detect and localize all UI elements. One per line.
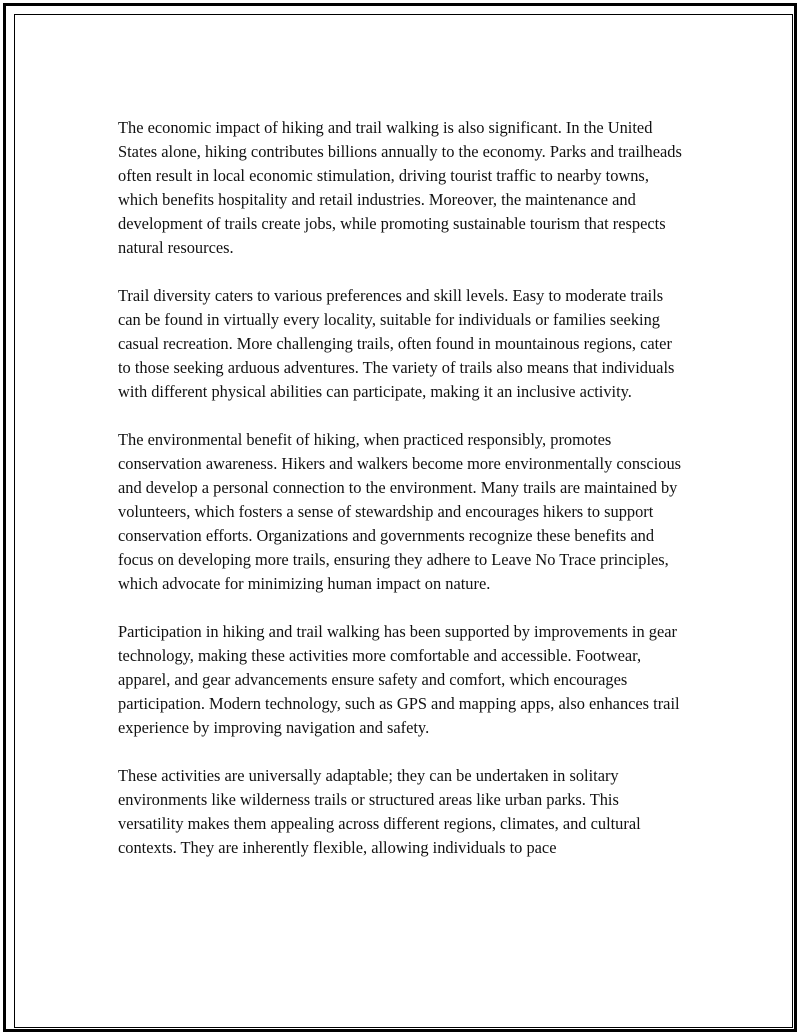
paragraph-economic-impact: The economic impact of hiking and trail walking is also significant. In the United States alone, hiking contributes billions annually to the economy. Parks and trailheads often result in local economic stimulation, driving tourist traffic to nearby towns, which benefits hospitality and retail industries. Moreover, the maintenance and development of trails create jobs, while promoting sustainable tourism that respects natural resources. (118, 118, 682, 257)
paragraph-trail-diversity: Trail diversity caters to various preferences and skill levels. Easy to moderate trails can be found in virtually every locality, suitable for individuals or families seeking casual recreation. More challenging trails, often found in mountainous regions, cater to those seeking arduous adventures. The variety of trails also means that individuals with different physical abilities can participate, making it an inclusive activity. (118, 286, 675, 401)
paragraph-environmental-benefit: The environmental benefit of hiking, when practiced responsibly, promotes conservation awareness. Hikers and walkers become more environmentally conscious and develop a personal connection to the environment. Many trails are maintained by volunteers, which fosters a sense of stewardship and encourages hikers to support conservation efforts. Organizations and governments recognize these benefits and focus on developing more trails, ensuring they adhere to Leave No Trace principles, which advocate for minimizing human impact on nature. (118, 430, 682, 593)
paragraph-adaptability: These activities are universally adaptable; they can be undertaken in solitary environments like wilderness trails or structured areas like urban parks. This versatility makes them appealing across different regions, climates, and cultural contexts. They are inherently flexible, allowing individuals to pace (118, 766, 641, 857)
document-body (118, 116, 684, 884)
paragraph-gear-technology: Participation in hiking and trail walking has been supported by improvements in gear technology, making these activities more comfortable and accessible. Footwear, apparel, and gear advancements ensure safety and comfort, which encourages participation. Modern technology, such as GPS and mapping apps, also enhances trail experience by improving navigation and safety. (118, 622, 680, 737)
